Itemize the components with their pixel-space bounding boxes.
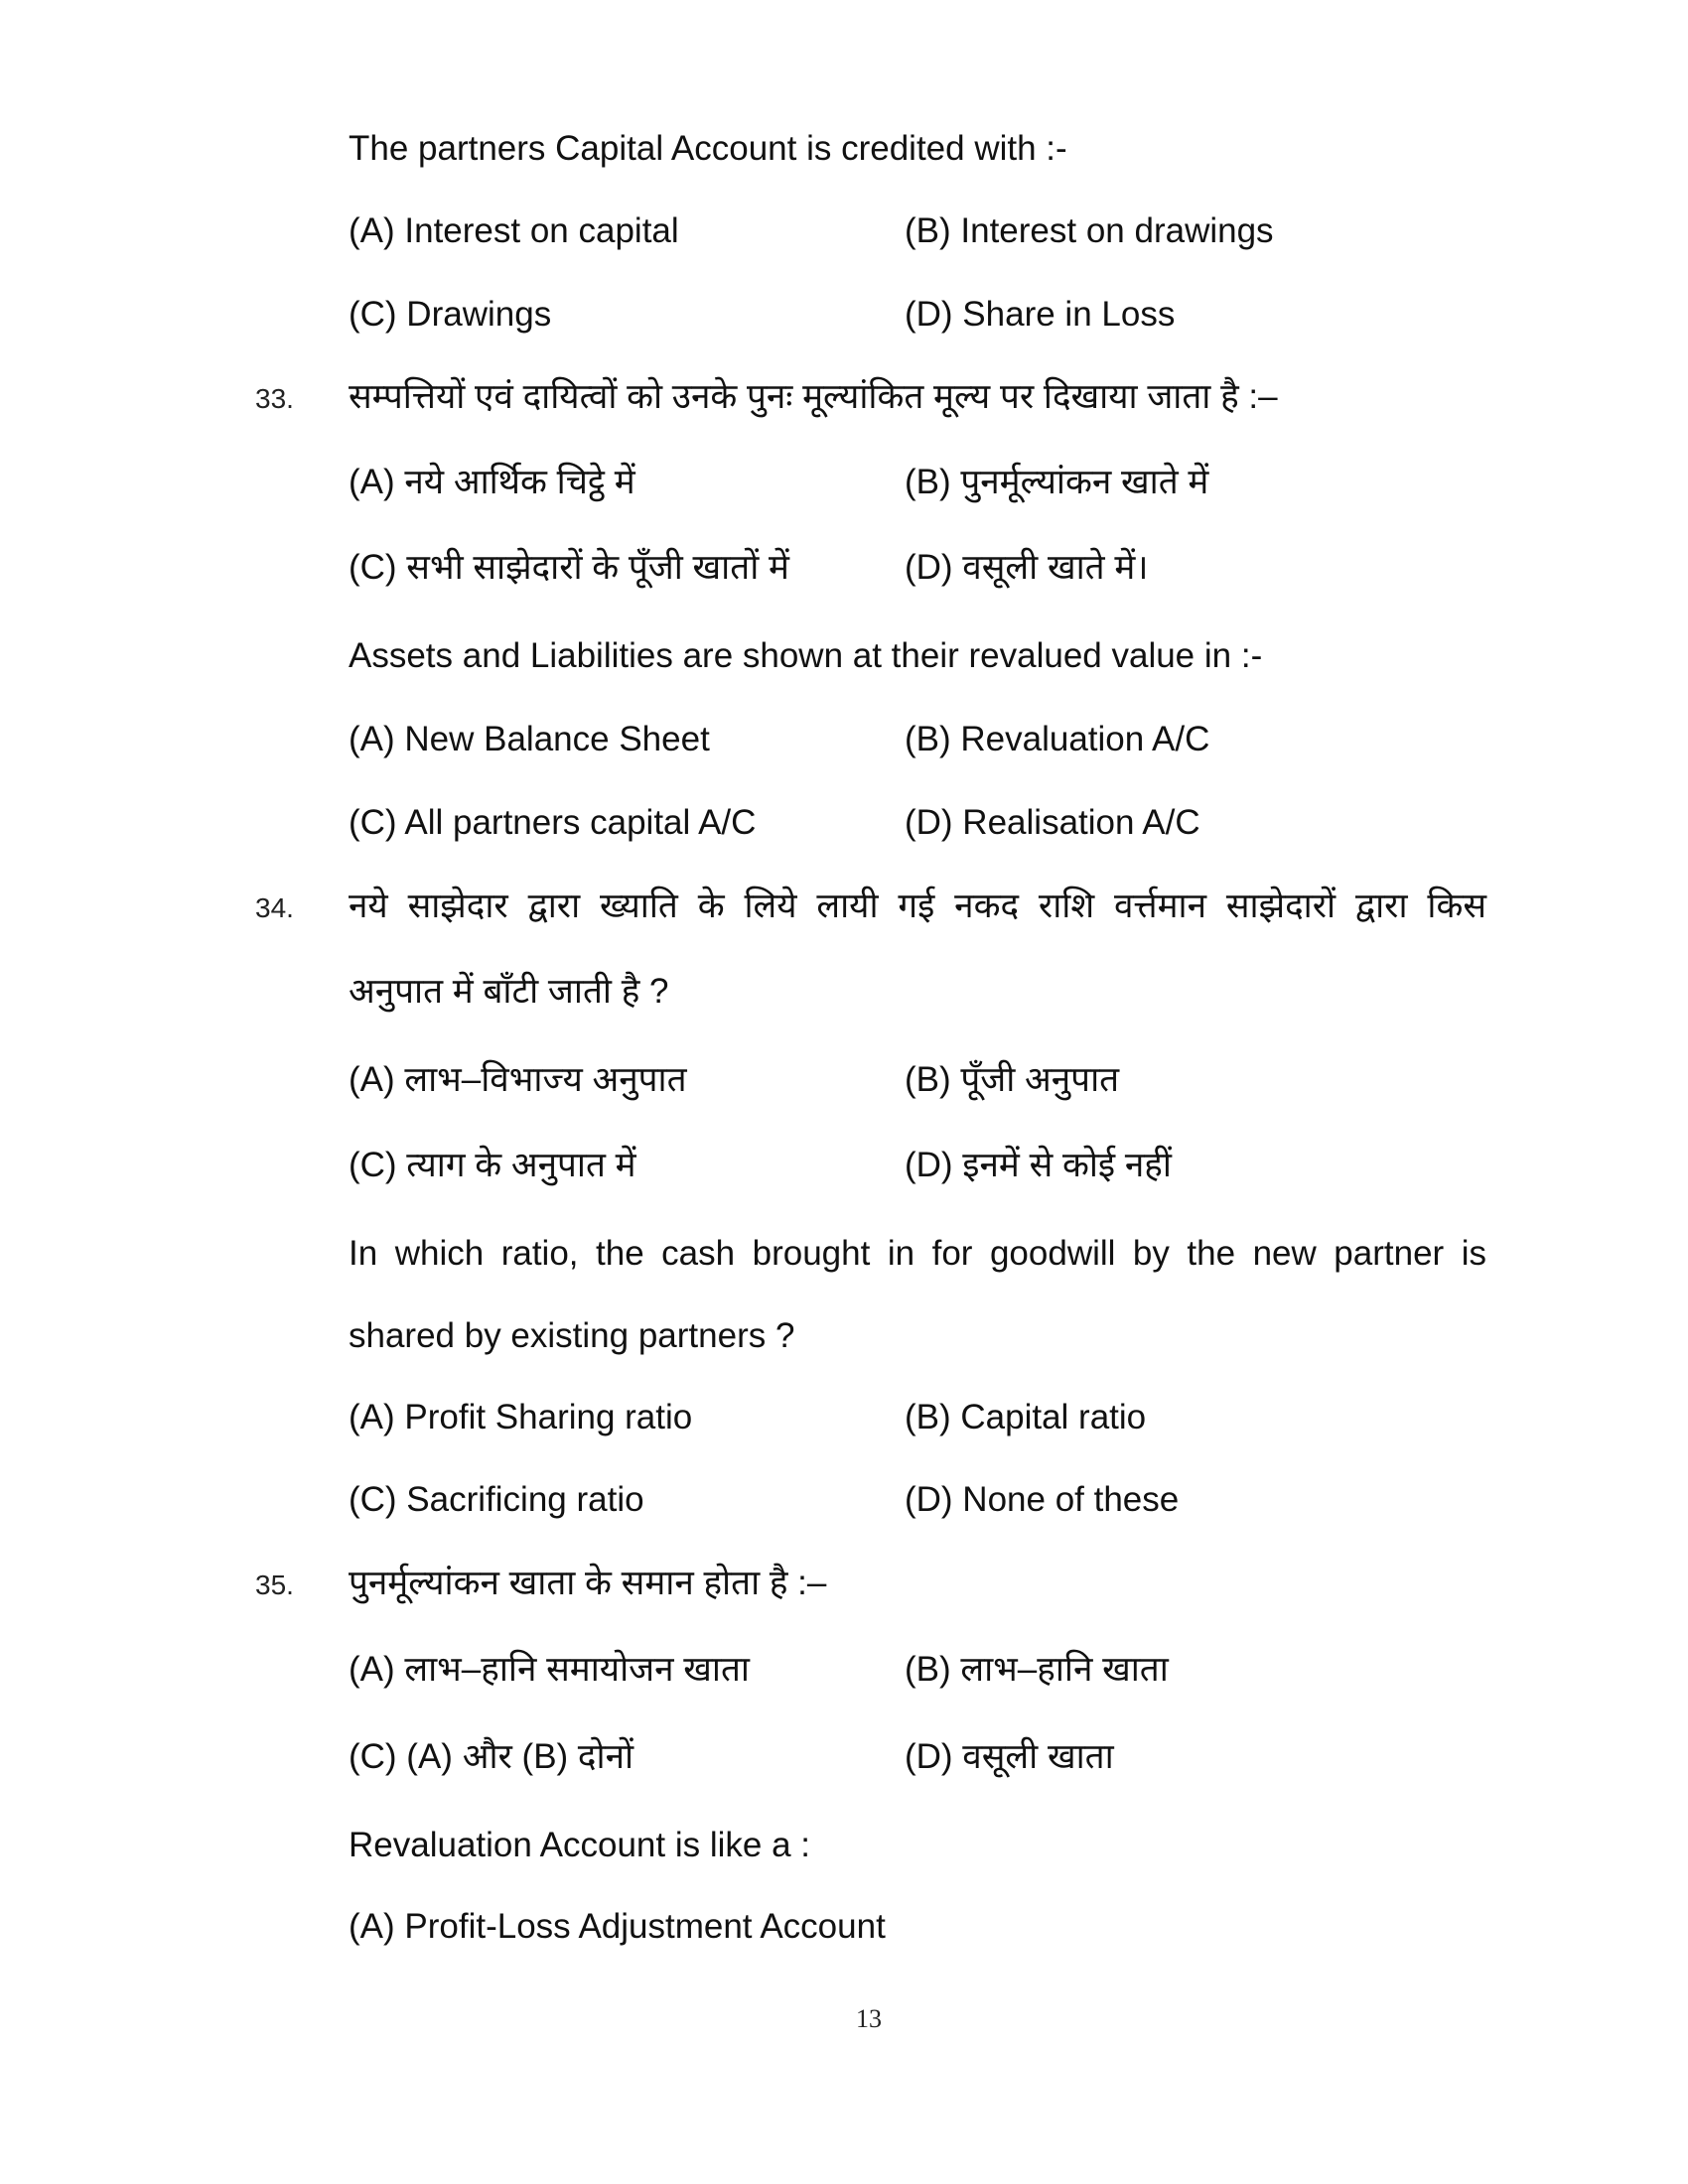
q35-hindi-question: पुनर्मूल्यांकन खाता के समान होता है :– [349,1564,827,1602]
q35-hindi-option-c: (C) (A) और (B) दोनों [349,1737,634,1776]
q33-hindi-question: सम्पत्तियों एवं दायित्वों को उनके पुनः मूल्यांकित मूल्य पर दिखाया जाता है :– [349,377,1278,416]
q35-hindi-option-d: (D) वसूली खाता [905,1737,1114,1776]
q32-english-option-c: (C) Drawings [349,295,552,334]
q34-hindi-question-line2: अनुपात में बाँटी जाती है ? [349,972,669,1011]
q33-english-option-d: (D) Realisation A/C [905,803,1200,842]
q33-english-question: Assets and Liabilities are shown at their revalued value in :- [349,636,1263,675]
q35-english-question: Revaluation Account is like a : [349,1826,810,1864]
q35-english-option-a: (A) Profit-Loss Adjustment Account [349,1907,886,1946]
q35-number: 35. [255,1570,294,1600]
q33-hindi-option-c: (C) सभी साझेदारों के पूँजी खातों में [349,548,789,587]
q34-number: 34. [255,892,294,923]
q34-english-option-c: (C) Sacrificing ratio [349,1480,644,1519]
q32-english-question: The partners Capital Account is credited with :- [349,129,1067,168]
page-number: 13 [856,2004,882,2033]
q34-english-question-line1: In which ratio, the cash brought in for goodwill by the new partner is [349,1234,1486,1273]
q35-hindi-option-a: (A) लाभ–हानि समायोजन खाता [349,1650,750,1689]
q33-hindi-option-a: (A) नये आर्थिक चिट्ठे में [349,463,635,501]
q32-english-option-a: (A) Interest on capital [349,211,679,250]
q35-hindi-option-b: (B) लाभ–हानि खाता [905,1650,1169,1689]
q33-english-option-c: (C) All partners capital A/C [349,803,757,842]
q33-hindi-option-d: (D) वसूली खाते में। [905,548,1149,587]
q33-hindi-option-b: (B) पुनर्मूल्यांकन खाते में [905,463,1209,501]
q34-hindi-option-d: (D) इनमें से कोई नहीं [905,1146,1172,1184]
q33-english-option-a: (A) New Balance Sheet [349,720,710,758]
q34-hindi-question-line1: नये साझेदार द्वारा ख्याति के लिये लायी गई नकद राशि वर्त्तमान साझेदारों द्वारा किस [349,887,1486,925]
q33-number: 33. [255,383,294,414]
q34-english-option-a: (A) Profit Sharing ratio [349,1398,693,1436]
q34-english-option-d: (D) None of these [905,1480,1180,1519]
q34-english-option-b: (B) Capital ratio [905,1398,1147,1436]
q34-hindi-option-c: (C) त्याग के अनुपात में [349,1146,636,1184]
q32-english-option-d: (D) Share in Loss [905,295,1176,334]
q33-english-option-b: (B) Revaluation A/C [905,720,1210,758]
q32-english-option-b: (B) Interest on drawings [905,211,1274,250]
q34-hindi-option-a: (A) लाभ–विभाज्य अनुपात [349,1060,687,1099]
q34-hindi-option-b: (B) पूँजी अनुपात [905,1060,1120,1099]
q34-english-question-line2: shared by existing partners ? [349,1316,795,1355]
